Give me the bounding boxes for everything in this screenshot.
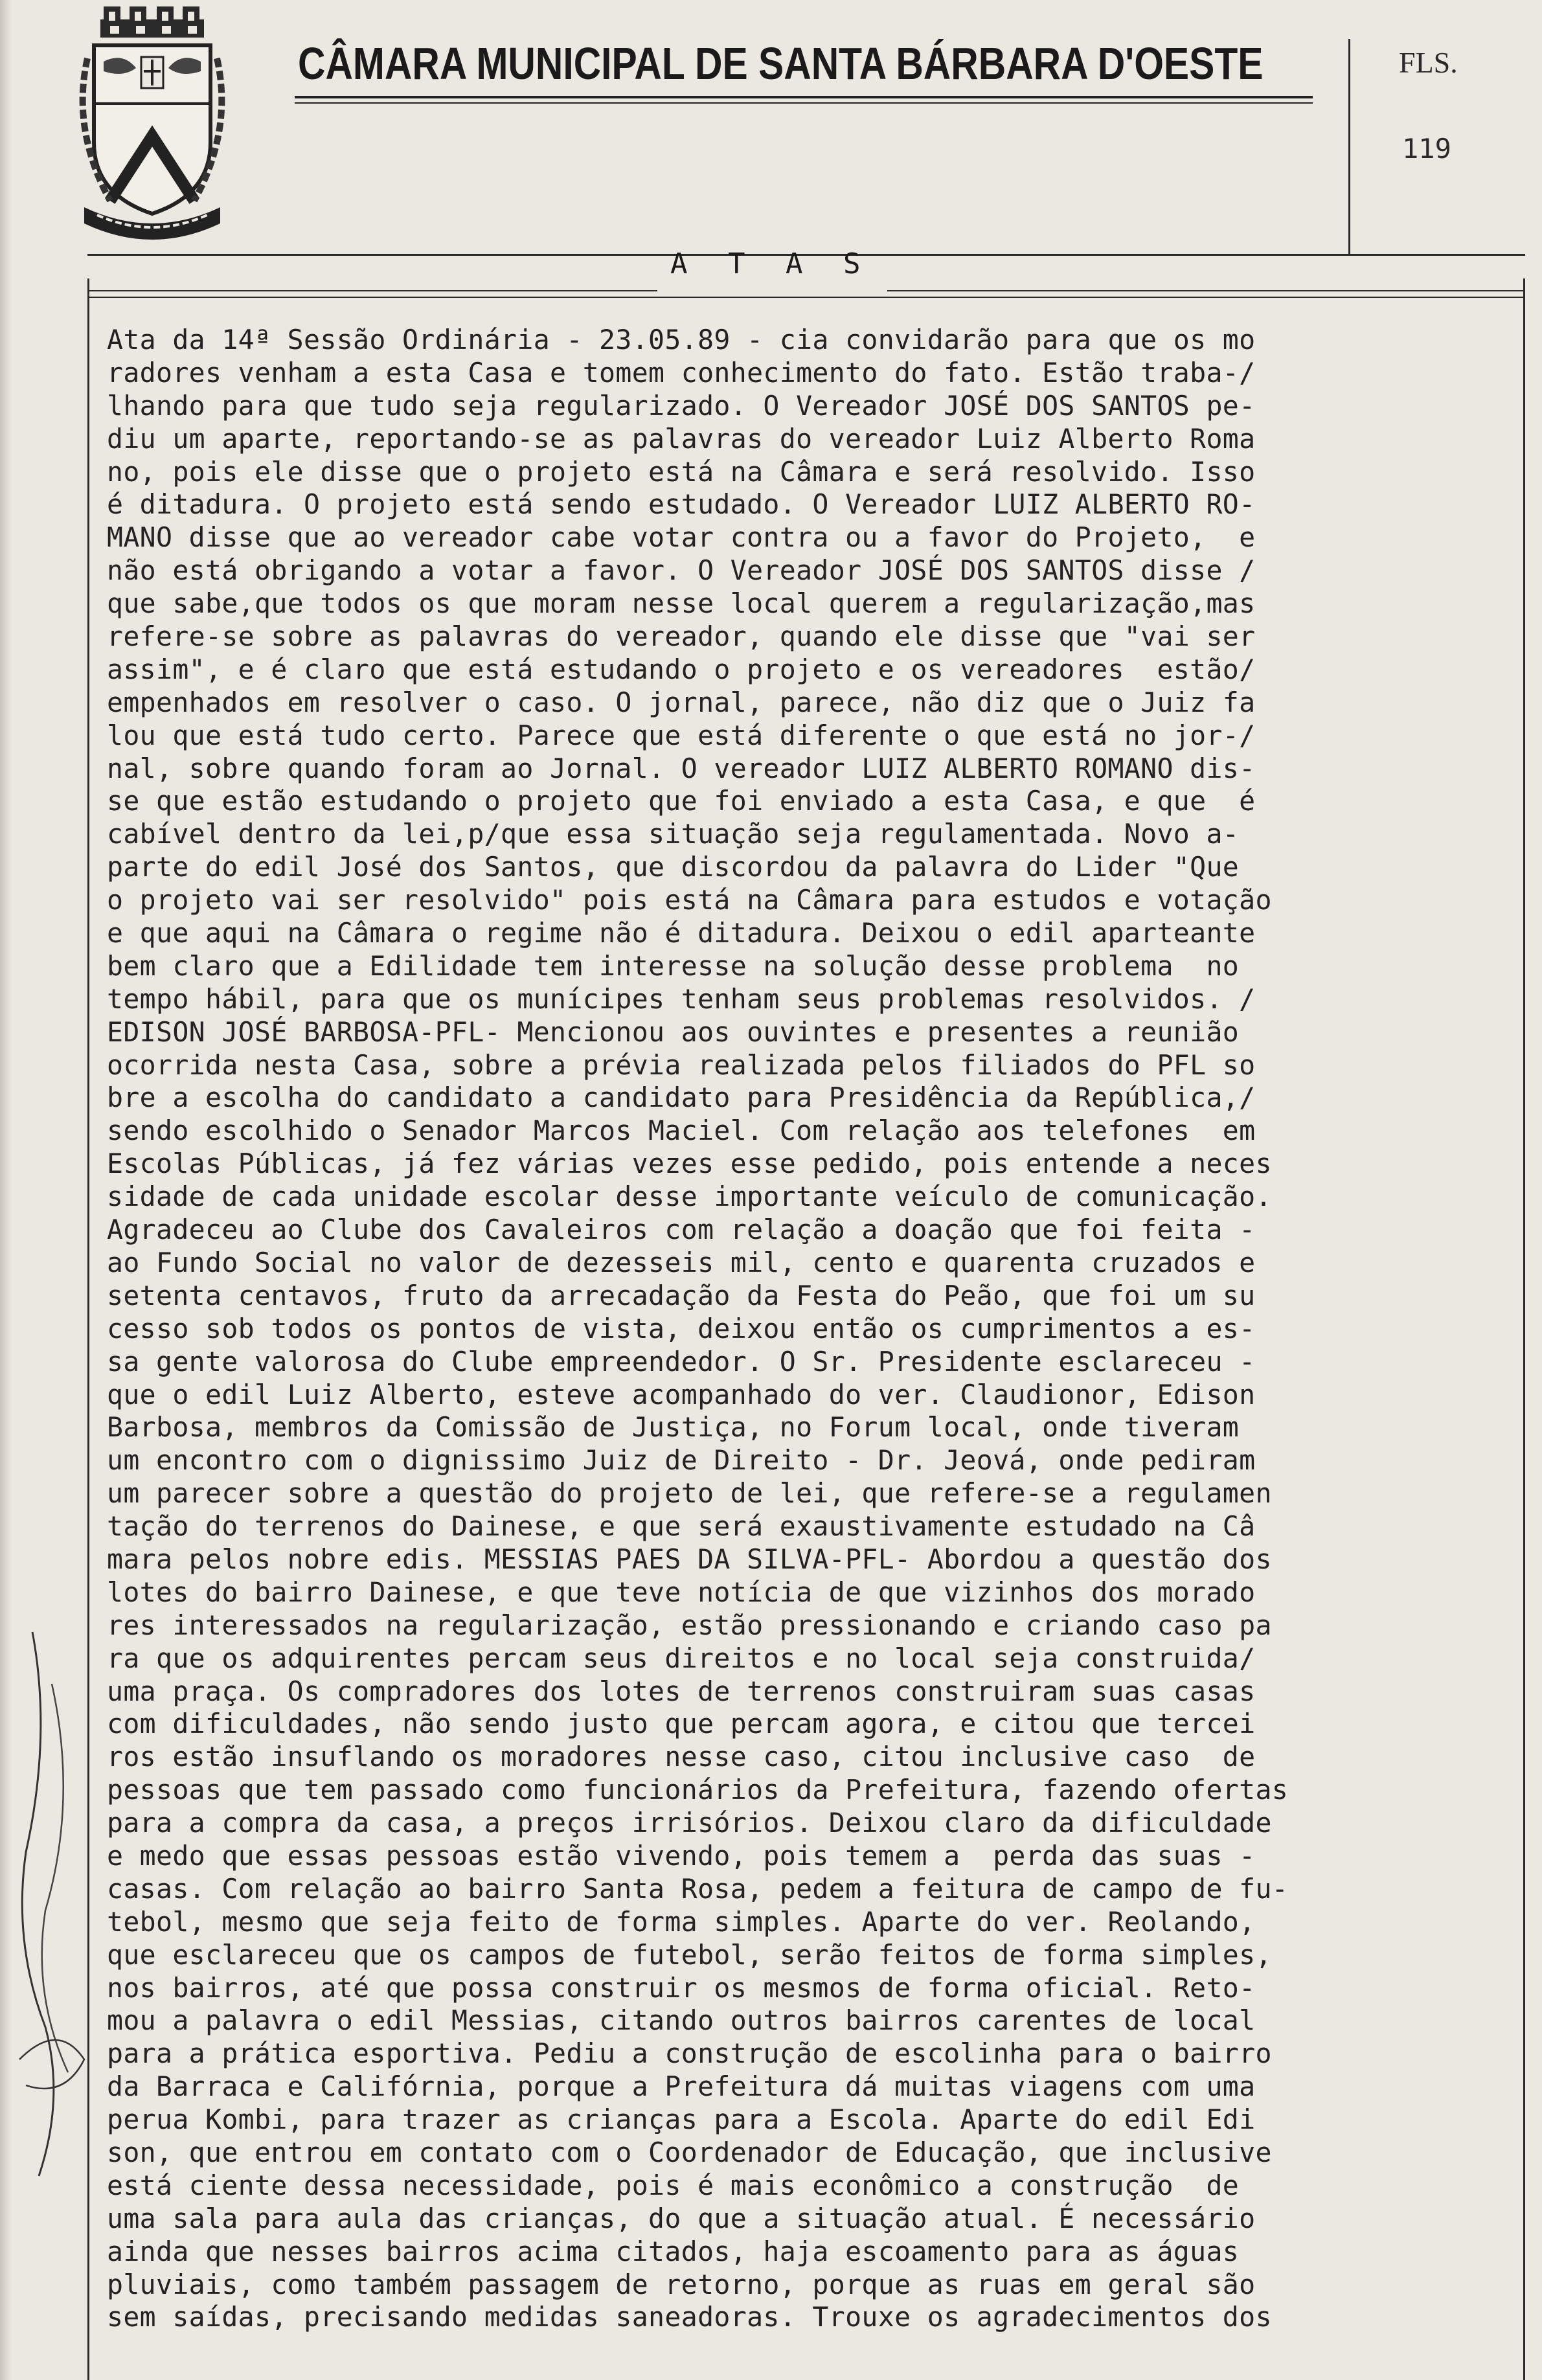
- minutes-line: para a prática esportiva. Pediu a construção de escolinha para o bairro: [107, 2037, 1272, 2070]
- minutes-line: um parecer sobre a questão do projeto de lei, que refere-se a regulamen: [107, 1477, 1272, 1510]
- fls-divider: [1348, 39, 1350, 256]
- minutes-line: é ditadura. O projeto está sendo estudado. O Vereador LUIZ ALBERTO RO-: [107, 488, 1256, 521]
- minutes-line: ra que os adquirentes percam seus direitos e no local seja construida/: [107, 1642, 1256, 1674]
- minutes-line: bem claro que a Edilidade tem interesse na solução desse problema no: [107, 949, 1240, 982]
- minutes-line: Barbosa, membros da Comissão de Justiça, no Forum local, onde tiveram: [107, 1411, 1240, 1444]
- minutes-line: sa gente valorosa do Clube empreendedor. O Sr. Presidente esclareceu -: [107, 1345, 1256, 1377]
- minutes-line: ainda que nesses bairros acima citados, haja escoamento para as águas: [107, 2235, 1240, 2267]
- minutes-line: lotes do bairro Dainese, e que teve notícia de que vizinhos dos morado: [107, 1576, 1256, 1608]
- header-rule-thin: [295, 102, 1313, 104]
- minutes-line: perua Kombi, para trazer as crianças para a Escola. Aparte do edil Edi: [107, 2103, 1256, 2136]
- minutes-line: lhando para que tudo seja regularizado. O Vereador JOSÉ DOS SANTOS pe-: [107, 389, 1256, 422]
- minutes-line: bre a escolha do candidato a candidato para Presidência da República,/: [107, 1082, 1256, 1114]
- minutes-line: res interessados na regularização, estão pressionando e criando caso pa: [107, 1609, 1272, 1641]
- minutes-line: tempo hábil, para que os munícipes tenham seus problemas resolvidos. /: [107, 982, 1256, 1015]
- page-number: 119: [1402, 133, 1451, 164]
- minutes-line: ros estão insuflando os moradores nesse caso, citou inclusive caso de: [107, 1741, 1256, 1773]
- minutes-line: uma sala para aula das crianças, do que a situação atual. É necessário: [107, 2202, 1256, 2234]
- minutes-line: Ata da 14ª Sessão Ordinária - 23.05.89 - cia convidarão para que os mo: [107, 324, 1256, 356]
- minutes-line: mara pelos nobre edis. MESSIAS PAES DA SILVA-PFL- Abordou a questão dos: [107, 1543, 1272, 1575]
- minutes-line: nal, sobre quando foram ao Jornal. O vereador LUIZ ALBERTO ROMANO dis-: [107, 752, 1256, 784]
- minutes-line: son, que entrou em contato com o Coordenador de Educação, que inclusive: [107, 2136, 1272, 2168]
- minutes-line: parte do edil José dos Santos, que discordou da palavra do Lider "Que: [107, 851, 1240, 883]
- minutes-line: que esclareceu que os campos de futebol, serão feitos de forma simples,: [107, 1938, 1272, 1971]
- minutes-line: que sabe,que todos os que moram nesse local querem a regularização,mas: [107, 587, 1256, 620]
- title-rule-under: [87, 297, 1525, 298]
- minutes-line: MANO disse que ao vereador cabe votar contra ou a favor do Projeto, e: [107, 521, 1256, 554]
- minutes-line: cesso sob todos os pontos de vista, deixou então os cumprimentos a es-: [107, 1312, 1256, 1344]
- minutes-line: casas. Com relação ao bairro Santa Rosa, pedem a feitura de campo de fu-: [107, 1872, 1289, 1905]
- minutes-line: para a compra da casa, a preços irrisórios. Deixou claro da dificuldade: [107, 1807, 1272, 1839]
- minutes-line: sendo escolhido o Senador Marcos Maciel. Com relação aos telefones em: [107, 1115, 1256, 1147]
- minutes-line: sem saídas, precisando medidas saneadoras. Trouxe os agradecimentos dos: [107, 2301, 1272, 2333]
- minutes-line: nos bairros, até que possa construir os mesmos de forma oficial. Reto-: [107, 1971, 1256, 2004]
- minutes-line: o projeto vai ser resolvido" pois está na Câmara para estudos e votação: [107, 884, 1272, 916]
- minutes-line: no, pois ele disse que o projeto está na Câmara e será resolvido. Isso: [107, 455, 1256, 488]
- minutes-line: Agradeceu ao Clube dos Cavaleiros com relação a doação que foi feita -: [107, 1214, 1256, 1246]
- title-rule-left: [87, 290, 657, 291]
- minutes-line: sidade de cada unidade escolar desse importante veículo de comunicação.: [107, 1181, 1272, 1213]
- minutes-line: pluviais, como também passagem de retorno, porque as ruas em geral são: [107, 2268, 1256, 2300]
- section-title: A T A S: [670, 247, 872, 280]
- minutes-line: está ciente dessa necessidade, pois é mais econômico a construção de: [107, 2169, 1240, 2201]
- minutes-line: cabível dentro da lei,p/que essa situação seja regulamentada. Novo a-: [107, 818, 1240, 850]
- minutes-line: tação do terrenos do Dainese, e que será exaustivamente estudado na Câ: [107, 1510, 1256, 1543]
- minutes-line: lou que está tudo certo. Parece que está diferente o que está no jor-/: [107, 719, 1256, 751]
- minutes-line: que o edil Luiz Alberto, esteve acompanhado do ver. Claudionor, Edison: [107, 1378, 1256, 1411]
- minutes-line: e medo que essas pessoas estão vivendo, pois temem a perda das suas -: [107, 1839, 1256, 1872]
- minutes-line: diu um aparte, reportando-se as palavras do vereador Luiz Alberto Roma: [107, 422, 1256, 455]
- margin-signature-icon: [6, 1606, 104, 2189]
- institution-name: CÂMARA MUNICIPAL DE SANTA BÁRBARA D'OESTE: [298, 38, 1264, 89]
- minutes-line: mou a palavra o edil Messias, citando outros bairros carentes de local: [107, 2004, 1256, 2037]
- minutes-line: ao Fundo Social no valor de dezesseis mil, cento e quarenta cruzados e: [107, 1246, 1256, 1278]
- minutes-line: refere-se sobre as palavras do vereador, quando ele disse que "vai ser: [107, 620, 1256, 653]
- minutes-line: pessoas que tem passado como funcionários da Prefeitura, fazendo ofertas: [107, 1774, 1289, 1806]
- minutes-line: assim", e é claro que está estudando o projeto e os vereadores estão/: [107, 653, 1256, 685]
- minutes-line: não está obrigando a votar a favor. O Vereador JOSÉ DOS SANTOS disse /: [107, 554, 1256, 587]
- minutes-line: setenta centavos, fruto da arrecadação da Festa do Peão, que foi um su: [107, 1279, 1256, 1311]
- minutes-line: e que aqui na Câmara o regime não é ditadura. Deixou o edil aparteante: [107, 917, 1256, 949]
- minutes-line: se que estão estudando o projeto que foi enviado a esta Casa, e que é: [107, 785, 1256, 817]
- title-rule-right: [887, 290, 1525, 291]
- minutes-line: um encontro com o dignissimo Juiz de Direito - Dr. Jeová, onde pediram: [107, 1444, 1256, 1477]
- minutes-line: uma praça. Os compradores dos lotes de terrenos construiram suas casas: [107, 1675, 1256, 1707]
- fls-label: FLS.: [1399, 46, 1458, 79]
- header-rule: [295, 96, 1313, 98]
- municipal-crest-icon: [71, 6, 233, 240]
- minutes-line: empenhados em resolver o caso. O jornal, parece, não diz que o Juiz fa: [107, 686, 1256, 718]
- minutes-line: ocorrida nesta Casa, sobre a prévia realizada pelos filiados do PFL so: [107, 1048, 1256, 1081]
- minutes-line: da Barraca e Califórnia, porque a Prefeitura dá muitas viagens com uma: [107, 2070, 1256, 2103]
- minutes-line: EDISON JOSÉ BARBOSA-PFL- Mencionou aos ouvintes e presentes a reunião: [107, 1015, 1240, 1048]
- minutes-line: radores venham a esta Casa e tomem conhecimento do fato. Estão traba-/: [107, 356, 1256, 389]
- minutes-line: tebol, mesmo que seja feito de forma simples. Aparte do ver. Reolando,: [107, 1905, 1256, 1938]
- minutes-body: [107, 324, 1493, 2334]
- minutes-line: com dificuldades, não sendo justo que percam agora, e citou que tercei: [107, 1708, 1256, 1740]
- minutes-line: Escolas Públicas, já fez várias vezes esse pedido, pois entende a neces: [107, 1148, 1272, 1180]
